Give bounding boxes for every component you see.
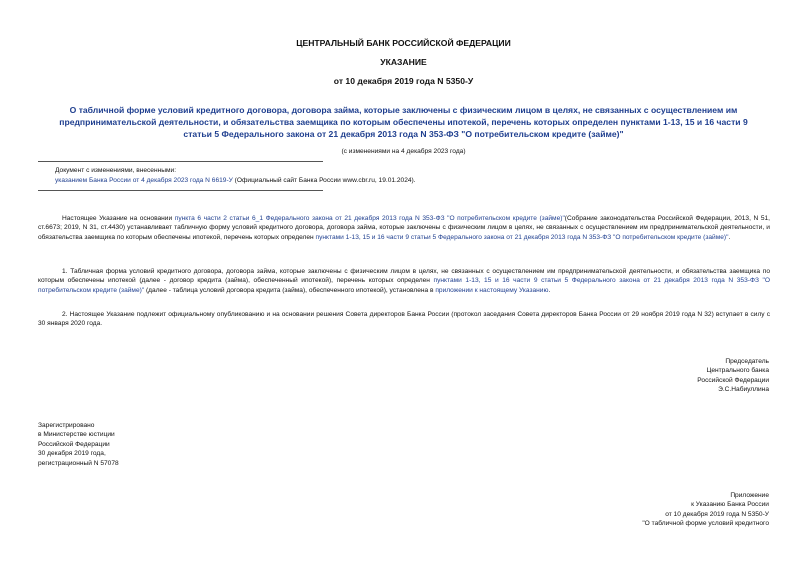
appendix-link[interactable]: приложении к настоящему Указанию (435, 286, 549, 294)
changes-tail: (Официальный сайт Банка России www.cbr.ru, 19.01.2024). (232, 177, 416, 184)
item-1-text: . (548, 286, 551, 294)
title-line: О табличной форме условий кредитного договора, договора займа, которые заключены с физическим лицом в целях, не связанных с осуществлением им (69, 105, 738, 115)
registration-line: в Министерстве юстиции (38, 431, 115, 439)
title-line: предпринимательской деятельности, и обязательства заемщика по которым обеспечены ипотекой, перечень которых определен пунктами 1-13, 15 и 16 части 9 (59, 117, 748, 127)
item-2-paragraph: 2. Настоящее Указание подлежит официальному опубликованию и на основании решения Совета директоров Банка России (протокол заседания Совета директоров Банка России от 29 ноября 2019 года N 32) вступает в силу с 30 января 2020 года. (38, 311, 770, 328)
preamble-paragraph (38, 214, 770, 242)
preamble-text: Настоящее Указание на основании (62, 215, 175, 222)
law-articles-link[interactable]: пунктами 1-13, 15 и 16 части 9 статьи 5 Федерального закона от 21 декабря 2013 года N 353-ФЗ "О потребительском кредите (займе)" (315, 233, 729, 241)
preamble-text: . (728, 233, 731, 241)
appendix-line: "О табличной форме условий кредитного (642, 520, 769, 528)
signature-line: Российской Федерации (697, 376, 769, 384)
law-articles-link[interactable]: пунктами 1-13, 15 и 16 части 9 статьи 5 Федерального закона от 21 декабря 2013 года N 353-ФЗ "О потребительском кредите (займе)" (38, 277, 770, 294)
document-date: от 10 декабря 2019 года N 5350-У (333, 76, 474, 86)
signature-line: Председатель (725, 358, 769, 365)
preamble-text: (Собрание законодательства Российской Федерации, 2013, N 51, ст.6673; 2019, N 31, ст.4430) устанавливает табличную форму условий кредитного договора, договора займа, которые заключены с физическим лицом в целях, не связанных с осуществлением им предпринимательской деятельности, и обязательства заемщика по которым обеспечены ипотекой, перечень которых определен (38, 215, 770, 241)
signature-line: Центрального банка (706, 367, 769, 375)
appendix-line: Приложение (730, 492, 769, 499)
signature-block (569, 357, 769, 395)
registration-line: 30 декабря 2019 года, (38, 450, 106, 458)
document-type: УКАЗАНИЕ (380, 57, 427, 67)
registration-line: Российской Федерации (38, 440, 110, 448)
divider-bottom (38, 190, 323, 191)
appendix-line: к Указанию Банка России (691, 501, 769, 509)
changes-entry (55, 176, 475, 185)
amending-act-link[interactable]: указанием Банка России от 4 декабря 2023 года N 6619-У (55, 177, 233, 184)
changes-label: Документ с изменениями, внесенными: (55, 167, 177, 174)
appendix-block (509, 491, 769, 529)
document-title (0, 104, 807, 140)
item-1-text: 1. Табличная форма условий кредитного договора, договора займа, которые заключены с физическим лицом в целях, не связанных с осуществлением им предпринимательской деятельности, и обязательства заемщика по которым обеспечены ипотекой (далее - договор кредита (займа), обеспеченный ипотекой), перечень которых определен (38, 268, 770, 285)
title-line: статьи 5 Федерального закона от 21 декабря 2013 года N 353-ФЗ "О потребительском кредите (займе)" (183, 129, 624, 139)
appendix-line: от 10 декабря 2019 года N 5350-У (665, 510, 769, 518)
item-1-text: (далее - таблица условий договора кредита (займа), обеспеченного ипотекой), установлена в (144, 286, 436, 294)
registration-line: Зарегистрировано (38, 422, 95, 429)
registration-line: регистрационный N 57078 (38, 459, 119, 467)
issuer-heading: ЦЕНТРАЛЬНЫЙ БАНК РОССИЙСКОЙ ФЕДЕРАЦИИ (296, 38, 511, 48)
registration-block (38, 421, 238, 468)
signature-line: Э.С.Набиуллина (718, 386, 769, 394)
amendment-note: (с изменениями на 4 декабря 2023 года) (341, 148, 466, 155)
divider-top (38, 161, 323, 162)
legal-basis-link[interactable]: пункта 6 части 2 статьи 6_1 Федерального закона от 21 декабря 2013 года N 353-ФЗ "О потребительском кредите (займе)" (174, 215, 565, 222)
item-1-paragraph (38, 267, 770, 295)
